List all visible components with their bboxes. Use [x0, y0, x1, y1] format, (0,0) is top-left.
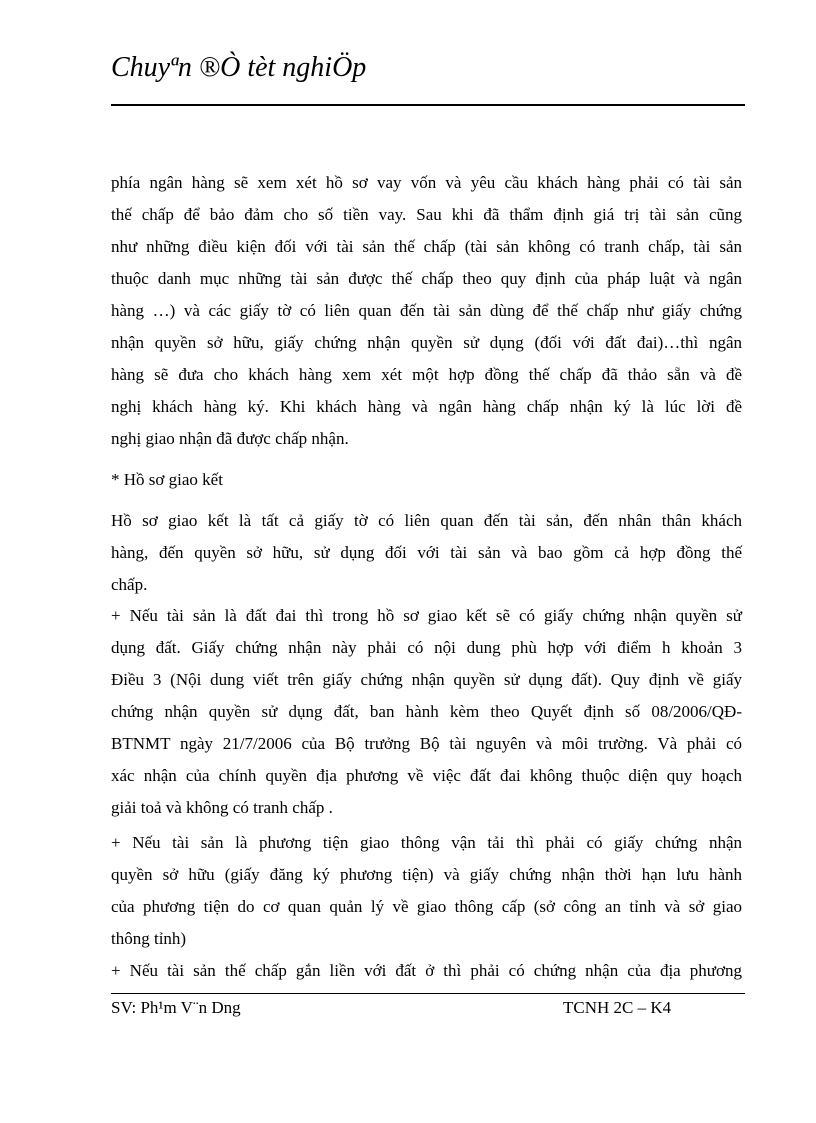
- text-line: hàng …) và các giấy tờ có liên quan đến tài sản dùng để thế chấp như giấy chứng: [111, 301, 742, 320]
- text-line: xác nhận của chính quyền địa phương về việc đất đai không thuộc diện quy hoạch: [111, 766, 742, 785]
- text-line: + Nếu tài sản là phương tiện giao thông vận tải thì phải có giấy chứng nhận: [111, 833, 742, 852]
- text-line: phía ngân hàng sẽ xem xét hồ sơ vay vốn và yêu cầu khách hàng phải có tài sản: [111, 173, 742, 192]
- text-line: của phương tiện do cơ quan quản lý về giao thông cấp (sở công an tỉnh và sở giao: [111, 897, 742, 916]
- text-line: nghị khách hàng ký. Khi khách hàng và ngân hàng chấp nhận ký là lúc lời đề: [111, 397, 742, 416]
- page-header-title: Chuyªn ®Ò tèt nghiÖp: [111, 52, 367, 83]
- section-heading: * Hồ sơ giao kết: [111, 470, 223, 489]
- text-line: + Nếu tài sản là đất đai thì trong hồ sơ giao kết sẽ có giấy chứng nhận quyền sử: [111, 606, 742, 625]
- text-line: Hồ sơ giao kết là tất cả giấy tờ có liên quan đến tài sản, đến nhân thân khách: [111, 511, 742, 530]
- text-line: nghị giao nhận đã được chấp nhận.: [111, 429, 349, 448]
- text-line: thuộc danh mục những tài sản được thế chấp theo quy định của pháp luật và ngân: [111, 269, 742, 288]
- text-line: thông tỉnh): [111, 929, 187, 948]
- text-line: giải toả và không có tranh chấp .: [111, 798, 333, 817]
- footer-divider: [111, 993, 745, 994]
- text-line: Điều 3 (Nội dung viết trên giấy chứng nhận quyền sử dụng đất). Quy định về giấy: [111, 670, 742, 689]
- footer-class-code: TCNH 2C – K4: [563, 998, 672, 1017]
- header-divider: [111, 104, 745, 106]
- text-line: hàng, đến quyền sở hữu, sử dụng đối với tài sản và bao gồm cả hợp đồng thế: [111, 543, 742, 562]
- text-line: như những điều kiện đối với tài sản thế chấp (tài sản không có tranh chấp, tài sản: [111, 237, 742, 256]
- text-line: dụng đất. Giấy chứng nhận này phải có nội dung phù hợp với điểm h khoản 3: [111, 638, 742, 657]
- text-line: thế chấp để bảo đảm cho số tiền vay. Sau khi đã thẩm định giá trị tài sản cũng: [111, 205, 742, 224]
- text-line: nhận quyền sở hữu, giấy chứng nhận quyền sử dụng (đối với đất đai)…thì ngân: [111, 333, 742, 352]
- text-line: hàng sẽ đưa cho khách hàng xem xét một hợp đồng thế chấp đã thảo sẵn và đề: [111, 365, 742, 384]
- text-line: + Nếu tài sản thế chấp gắn liền với đất ở thì phải có chứng nhận của địa phương: [111, 961, 742, 980]
- text-line: chấp.: [111, 575, 148, 594]
- footer-student-name: SV: Ph¹m V¨n Dng: [111, 998, 241, 1017]
- text-line: quyền sở hữu (giấy đăng ký phương tiện) và giấy chứng nhận thời hạn lưu hành: [111, 865, 742, 884]
- text-line: BTNMT ngày 21/7/2006 của Bộ trưởng Bộ tài nguyên và môi trường. Và phải có: [111, 734, 742, 753]
- text-line: chứng nhận quyền sử dụng đất, ban hành kèm theo Quyết định số 08/2006/QĐ-: [111, 702, 742, 721]
